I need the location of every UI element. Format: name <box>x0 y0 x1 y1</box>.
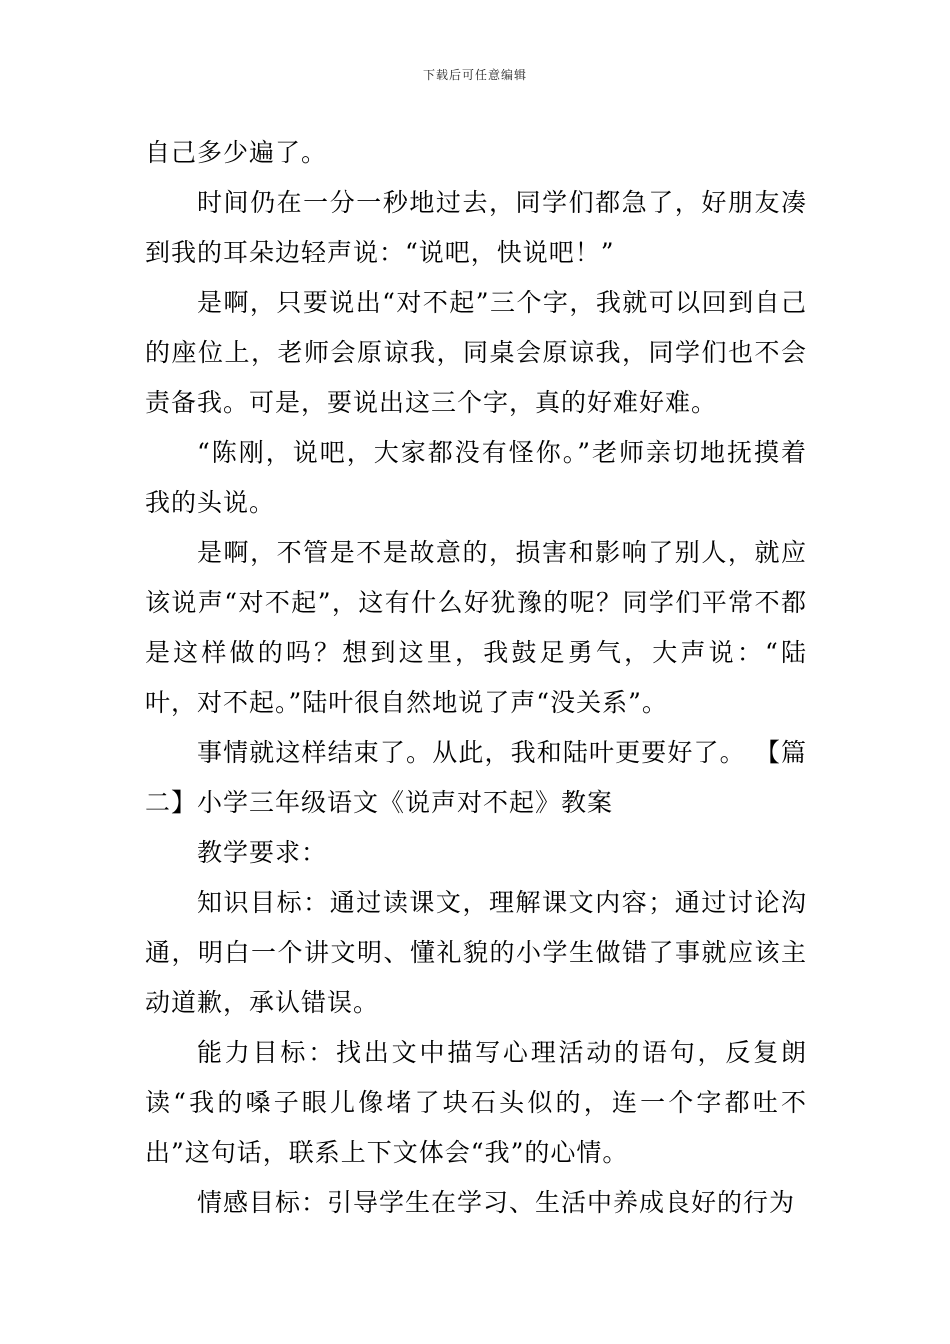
header-note: 下载后可任意编辑 <box>422 68 527 82</box>
paragraph: 是啊，只要说出“对不起”三个字，我就可以回到自己的座位上，老师会原谅我，同桌会原谅我，同学们也不会责备我。可是，要说出这三个字，真的好难好难。 <box>145 288 807 417</box>
paragraph: 时间仍在一分一秒地过去，同学们都急了，好朋友凑到我的耳朵边轻声说：“说吧，快说吧！” <box>145 188 807 267</box>
paragraph: 能力目标：找出文中描写心理活动的语句，反复朗读“我的嗓子眼儿像堵了块石头似的，连一个字都吐不出”这句话，联系上下文体会“我”的心情。 <box>145 1038 807 1167</box>
paragraph: 自己多少遍了。 <box>145 138 328 167</box>
paragraph: 是啊，不管是不是故意的，损害和影响了别人，就应该说声“对不起”，这有什么好犹豫的呢？同学们平常不都是这样做的吗？想到这里，我鼓足勇气，大声说：“陆叶，对不起。”陆叶很自然地说了声“没关系”。 <box>145 538 807 717</box>
paragraph: 知识目标：通过读课文，理解课文内容；通过讨论沟通，明白一个讲文明、懂礼貌的小学生做错了事就应该主动道歉，承认错误。 <box>145 888 807 1017</box>
paragraph: 事情就这样结束了。从此，我和陆叶更要好了。 【篇二】小学三年级语文《说声对不起》教案 <box>145 738 807 817</box>
paragraph: 情感目标：引导学生在学习、生活中养成良好的行为 <box>197 1188 796 1217</box>
paragraph: 教学要求： <box>197 838 328 867</box>
paragraph: “陈刚，说吧，大家都没有怪你。”老师亲切地抚摸着我的头说。 <box>145 438 807 517</box>
document-body <box>145 128 807 1228</box>
